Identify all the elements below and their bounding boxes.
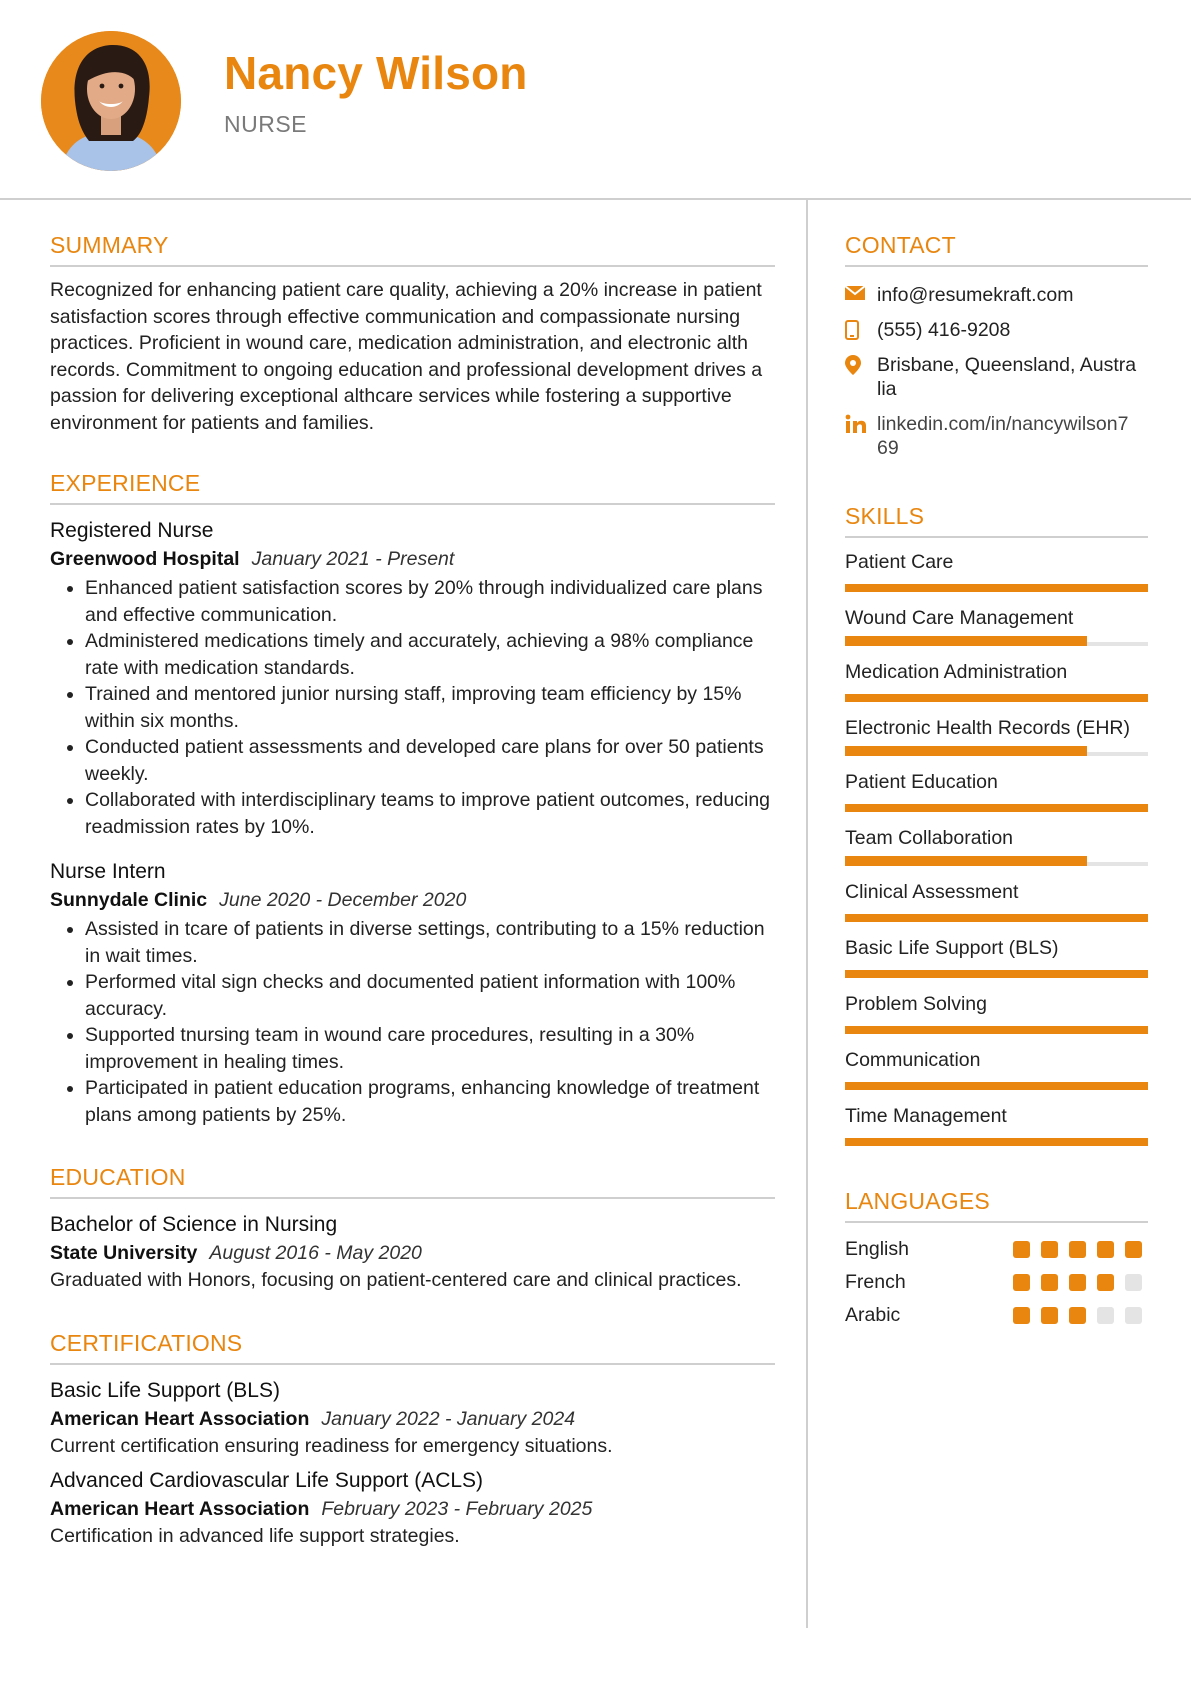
skill-item bbox=[845, 990, 1148, 1034]
experience-heading: EXPERIENCE bbox=[50, 470, 775, 505]
skill-item bbox=[845, 768, 1148, 812]
skill-name: Patient Education bbox=[845, 771, 998, 793]
job-dates: June 2020 - December 2020 bbox=[219, 889, 467, 911]
education-text: Graduated with Honors, focusing on patient-centered care and clinical practices. bbox=[50, 1269, 742, 1291]
school-line bbox=[50, 1239, 775, 1267]
list-item: • Administered medications timely and accurately, achieving a 98% compliance rate with medication standards. bbox=[85, 628, 775, 681]
list-item: • Participated in patient education programs, enhancing knowledge of treatment plans among patients by 25%. bbox=[85, 1075, 775, 1128]
skill-name: Basic Life Support (BLS) bbox=[845, 937, 1059, 959]
job-position: Nurse Intern bbox=[50, 860, 166, 883]
list-item: • Conducted patient assessments and developed care plans for over 50 patients weekly. bbox=[85, 734, 775, 787]
avatar bbox=[41, 31, 181, 171]
resume-header bbox=[0, 0, 1191, 200]
language-level bbox=[1013, 1307, 1148, 1324]
contact-linkedin[interactable] bbox=[845, 412, 1148, 460]
languages-list bbox=[845, 1233, 1148, 1332]
skill-name: Electronic Health Records (EHR) bbox=[845, 717, 1131, 739]
certification-dates: February 2023 - February 2025 bbox=[321, 1498, 593, 1520]
language-level-dot bbox=[1097, 1241, 1114, 1258]
summary-text: Recognized for enhancing patient care quality, achieving a 20% increase in patient satisfaction scores through effective communication and compassionate nursing practices. Proficient in wound care, medication administration, and electronic alth records. Commitment to ongoing education and professional development drives a passion for delivering exceptional althcare services while fostering a supportive environment for patients and families. bbox=[50, 279, 763, 434]
job-employer: Greenwood Hospital bbox=[50, 548, 240, 570]
skill-level-fill bbox=[845, 856, 1087, 866]
skill-level-bar bbox=[845, 642, 1148, 646]
job-entry bbox=[50, 858, 775, 1128]
linkedin-text: linkedin.com/in/nancywilson769 bbox=[877, 413, 1129, 459]
location-text: Brisbane, Queensland, Australia bbox=[877, 354, 1137, 400]
language-level-dot bbox=[1069, 1274, 1086, 1291]
certification-issuer: American Heart Association bbox=[50, 1498, 310, 1520]
job-employer: Sunnydale Clinic bbox=[50, 889, 208, 911]
phone-icon bbox=[845, 318, 877, 340]
certifications-heading: CERTIFICATIONS bbox=[50, 1330, 775, 1365]
language-name: Arabic bbox=[845, 1304, 901, 1326]
skill-item bbox=[845, 934, 1148, 978]
skill-level-fill bbox=[845, 804, 1148, 812]
job-bullets bbox=[50, 575, 775, 840]
contact-location bbox=[845, 353, 1148, 401]
skill-item bbox=[845, 878, 1148, 922]
certification-entry bbox=[50, 1467, 775, 1550]
language-level-dot bbox=[1125, 1274, 1142, 1291]
skill-level-fill bbox=[845, 1026, 1148, 1034]
language-level-dot bbox=[1097, 1307, 1114, 1324]
language-level-dot bbox=[1013, 1274, 1030, 1291]
skill-item bbox=[845, 1102, 1148, 1146]
job-entry bbox=[50, 517, 775, 840]
skills-section bbox=[845, 503, 1148, 1146]
skill-level-fill bbox=[845, 636, 1087, 646]
skill-level-fill bbox=[845, 970, 1148, 978]
email-text: info@resumekraft.com bbox=[877, 284, 1074, 306]
column-divider bbox=[806, 198, 808, 1628]
language-name: French bbox=[845, 1271, 906, 1293]
skill-level-fill bbox=[845, 584, 1148, 592]
languages-heading: LANGUAGES bbox=[845, 1188, 1148, 1223]
skill-level-bar bbox=[845, 694, 1148, 702]
certification-issuer: American Heart Association bbox=[50, 1407, 310, 1430]
skill-item bbox=[845, 824, 1148, 866]
job-dates: January 2021 - Present bbox=[251, 548, 455, 570]
school-name: State University bbox=[50, 1242, 198, 1264]
job-employer-line bbox=[50, 886, 775, 914]
skill-level-fill bbox=[845, 914, 1148, 922]
job-employer-line bbox=[50, 545, 775, 573]
language-item bbox=[845, 1233, 1148, 1266]
location-icon bbox=[845, 353, 877, 375]
skill-name: Communication bbox=[845, 1049, 981, 1071]
job-bullets bbox=[50, 916, 775, 1128]
list-item: • Trained and mentored junior nursing staff, improving team efficiency by 15% within six months. bbox=[85, 681, 775, 734]
skill-level-bar bbox=[845, 584, 1148, 592]
skill-level-fill bbox=[845, 694, 1148, 702]
skill-item bbox=[845, 658, 1148, 702]
language-name: English bbox=[845, 1238, 909, 1260]
language-level-dot bbox=[1041, 1274, 1058, 1291]
summary-heading: SUMMARY bbox=[50, 232, 775, 267]
certification-dates: January 2022 - January 2024 bbox=[321, 1407, 576, 1430]
language-level-dot bbox=[1125, 1241, 1142, 1258]
skill-item bbox=[845, 604, 1148, 646]
linkedin-icon bbox=[845, 412, 877, 434]
job-title: NURSE bbox=[224, 111, 308, 137]
language-level-dot bbox=[1097, 1274, 1114, 1291]
skills-heading: SKILLS bbox=[845, 503, 1148, 538]
skill-level-fill bbox=[845, 1138, 1148, 1146]
skill-name: Wound Care Management bbox=[845, 607, 1074, 629]
contact-email[interactable] bbox=[845, 283, 1148, 307]
certification-text: Current certification ensuring readiness for emergency situations. bbox=[50, 1434, 613, 1457]
skill-item bbox=[845, 548, 1148, 592]
education-entry bbox=[50, 1211, 775, 1294]
skill-name: Patient Care bbox=[845, 551, 954, 573]
skill-level-bar bbox=[845, 862, 1148, 866]
skill-level-bar bbox=[845, 1082, 1148, 1090]
certification-name: Advanced Cardiovascular Life Support (ACLS) bbox=[50, 1469, 484, 1492]
skill-name: Problem Solving bbox=[845, 993, 987, 1015]
languages-section bbox=[845, 1188, 1148, 1332]
language-level-dot bbox=[1069, 1307, 1086, 1324]
certification-issuer-line bbox=[50, 1495, 775, 1523]
language-level-dot bbox=[1069, 1241, 1086, 1258]
contact-section bbox=[845, 232, 1148, 460]
summary-section bbox=[50, 232, 775, 436]
email-icon bbox=[845, 283, 877, 301]
list-item: • Supported tnursing team in wound care procedures, resulting in a 30% improvement in healing times. bbox=[85, 1022, 775, 1075]
skill-level-fill bbox=[845, 1082, 1148, 1090]
experience-section bbox=[50, 470, 775, 1128]
skill-level-bar bbox=[845, 752, 1148, 756]
education-dates: August 2016 - May 2020 bbox=[209, 1242, 422, 1264]
language-item bbox=[845, 1266, 1148, 1299]
skill-level-bar bbox=[845, 970, 1148, 978]
list-item: • Collaborated with interdisciplinary teams to improve patient outcomes, reducing readmission rates by 10%. bbox=[85, 787, 775, 840]
phone-text: (555) 416-9208 bbox=[877, 319, 1011, 341]
language-item bbox=[845, 1299, 1148, 1332]
skill-name: Time Management bbox=[845, 1105, 1007, 1127]
skill-item bbox=[845, 1046, 1148, 1090]
certifications-section bbox=[50, 1330, 775, 1550]
education-section bbox=[50, 1164, 775, 1294]
language-level-dot bbox=[1041, 1241, 1058, 1258]
language-level bbox=[1013, 1274, 1148, 1291]
skill-level-bar bbox=[845, 804, 1148, 812]
certification-issuer-line bbox=[50, 1405, 775, 1433]
skill-name: Medication Administration bbox=[845, 661, 1068, 683]
certification-name: Basic Life Support (BLS) bbox=[50, 1378, 280, 1402]
language-level-dot bbox=[1013, 1241, 1030, 1258]
candidate-name: Nancy Wilson bbox=[224, 47, 528, 99]
certification-entry bbox=[50, 1377, 775, 1460]
list-item: • Performed vital sign checks and documented patient information with 100% accuracy. bbox=[85, 969, 775, 1022]
list-item: • Assisted in tcare of patients in diverse settings, contributing to a 15% reduction in wait times. bbox=[85, 916, 775, 969]
main-column bbox=[50, 232, 775, 1550]
language-level-dot bbox=[1041, 1307, 1058, 1324]
language-level-dot bbox=[1125, 1307, 1142, 1324]
skills-list bbox=[845, 548, 1148, 1146]
degree-name: Bachelor of Science in Nursing bbox=[50, 1213, 338, 1236]
skill-item bbox=[845, 714, 1148, 756]
skill-level-fill bbox=[845, 746, 1087, 756]
language-level-dot bbox=[1013, 1307, 1030, 1324]
contact-heading: CONTACT bbox=[845, 232, 1148, 267]
education-heading: EDUCATION bbox=[50, 1164, 775, 1199]
skill-level-bar bbox=[845, 914, 1148, 922]
language-level bbox=[1013, 1241, 1148, 1258]
certification-text: Certification in advanced life support strategies. bbox=[50, 1525, 460, 1547]
sidebar-column bbox=[845, 232, 1148, 1332]
skill-name: Team Collaboration bbox=[845, 827, 1014, 849]
job-position: Registered Nurse bbox=[50, 519, 214, 542]
contact-phone[interactable] bbox=[845, 318, 1148, 342]
skill-level-bar bbox=[845, 1138, 1148, 1146]
list-item: • Enhanced patient satisfaction scores by 20% through individualized care plans and effective communication. bbox=[85, 575, 775, 628]
skill-name: Clinical Assessment bbox=[845, 881, 1019, 903]
skill-level-bar bbox=[845, 1026, 1148, 1034]
profile-photo bbox=[41, 31, 181, 171]
